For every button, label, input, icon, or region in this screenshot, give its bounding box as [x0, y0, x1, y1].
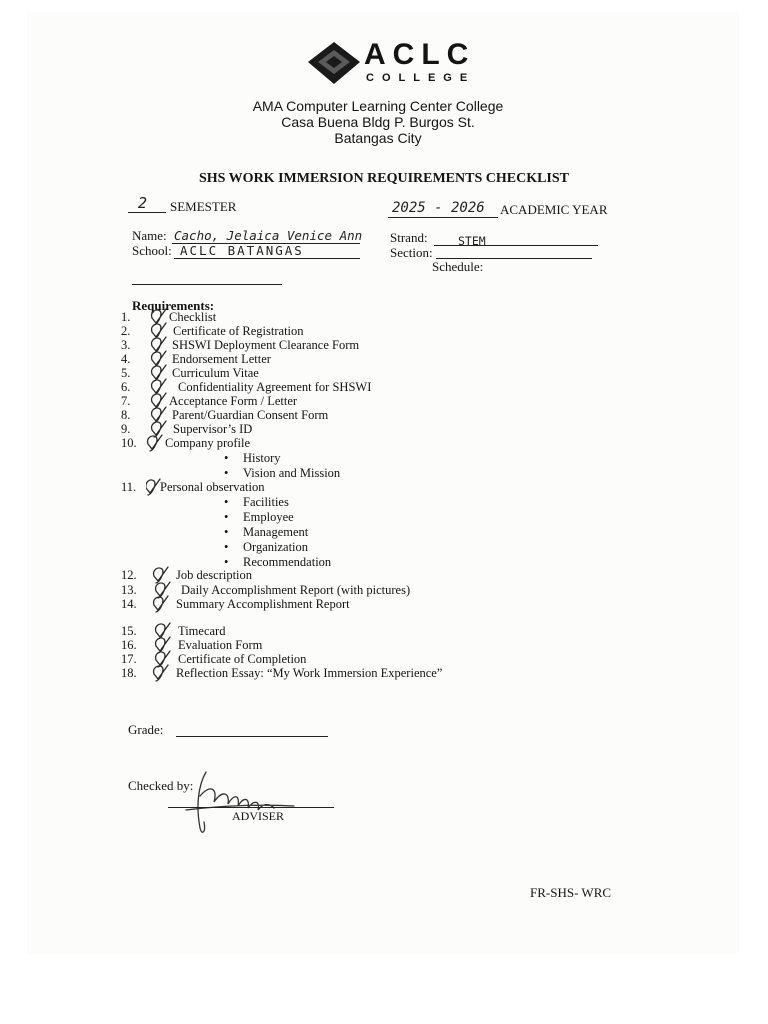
requirement-item: 7. Acceptance Form / Letter	[121, 394, 298, 408]
check-mark-icon	[152, 421, 166, 437]
check-mark-icon	[152, 351, 166, 367]
company-profile-sub-item: • History	[243, 451, 281, 466]
section-label: Section:	[390, 245, 433, 260]
page-title: SHS WORK IMMERSION REQUIREMENTS CHECKLIST	[198, 171, 570, 186]
academic-year-label: ACADEMIC YEAR	[500, 202, 608, 217]
semester-value: 2	[138, 194, 148, 212]
adviser-signature-line	[168, 807, 334, 808]
observation-sub-item: • Employee	[243, 510, 294, 525]
requirement-item: 8. Parent/Guardian Consent Form	[121, 408, 329, 422]
check-mark-icon	[152, 365, 166, 381]
requirement-item: 10. Company profile	[121, 436, 251, 450]
document-page	[28, 14, 738, 952]
requirement-item: 11. Personal observation	[121, 480, 265, 494]
requirement-item: 1. Checklist	[121, 310, 217, 324]
check-mark-icon	[152, 337, 166, 353]
adviser-label: ADVISER	[232, 809, 285, 823]
check-mark-icon	[152, 309, 166, 325]
grade-label: Grade:	[128, 722, 164, 737]
requirement-item: 4. Endorsement Letter	[121, 352, 271, 366]
check-mark-icon	[156, 637, 170, 653]
requirement-item: 5. Curriculum Vitae	[121, 366, 259, 380]
check-mark-icon	[152, 393, 166, 409]
requirement-item: 13. Daily Accomplishment Report (with pictures)	[121, 583, 411, 597]
check-mark-icon	[146, 479, 160, 495]
requirements-heading: Requirements:	[132, 298, 215, 313]
observation-sub-item: • Facilities	[243, 495, 289, 510]
check-mark-icon	[152, 323, 166, 339]
check-mark-icon	[154, 567, 168, 583]
schedule-label: Schedule:	[432, 259, 484, 274]
check-mark-icon	[154, 665, 168, 681]
check-mark-icon	[152, 379, 166, 395]
observation-sub-item: • Management	[243, 525, 308, 540]
strand-label: Strand:	[390, 230, 428, 245]
requirement-item: 15. Timecard	[121, 624, 226, 638]
requirement-item: 14. Summary Accomplishment Report	[121, 597, 350, 611]
strand-value: STEM	[458, 234, 486, 248]
requirement-item: 18. Reflection Essay: “My Work Immersion Experience”	[121, 666, 443, 680]
requirement-item: 9. Supervisor’s ID	[121, 422, 253, 436]
school-label: School:	[132, 243, 172, 258]
check-mark-icon	[156, 623, 170, 639]
adviser-signature-icon	[178, 766, 298, 840]
school-city: Batangas City	[334, 130, 422, 146]
company-profile-sub-item: • Vision and Mission	[243, 466, 340, 481]
semester-label: SEMESTER	[170, 199, 237, 214]
requirement-item: 3. SHSWI Deployment Clearance Form	[121, 338, 360, 352]
observation-sub-item: • Organization	[243, 540, 308, 555]
logo-sub-text: COLLEGE	[366, 72, 476, 84]
requirement-item: 17. Certificate of Completion	[121, 652, 307, 666]
name-label: Name:	[132, 228, 167, 243]
requirement-item: 16. Evaluation Form	[121, 638, 263, 652]
requirement-item: 2. Certificate of Registration	[121, 324, 304, 338]
form-code: FR-SHS- WRC	[530, 885, 612, 900]
check-mark-icon	[152, 407, 166, 423]
logo-main-text: ACLC	[364, 38, 476, 71]
requirement-item: 6. Confidentiality Agreement for SHSWI	[121, 380, 372, 394]
school-value: ACLC BATANGAS	[180, 243, 304, 258]
check-marks-group	[146, 308, 196, 688]
checked-by-label: Checked by:	[128, 778, 194, 793]
grade-underline	[176, 736, 328, 737]
check-mark-icon	[154, 596, 168, 612]
academic-year-value: 2025 - 2026	[392, 200, 485, 216]
requirement-item: 12. Job description	[121, 568, 253, 582]
school-name: AMA Computer Learning Center College	[252, 98, 504, 114]
school-address: Casa Buena Bldg P. Burgos St.	[281, 114, 475, 130]
observation-sub-item: • Recommendation	[243, 555, 331, 570]
name-value: Cacho, Jelaica Venice Ann	[174, 228, 363, 243]
